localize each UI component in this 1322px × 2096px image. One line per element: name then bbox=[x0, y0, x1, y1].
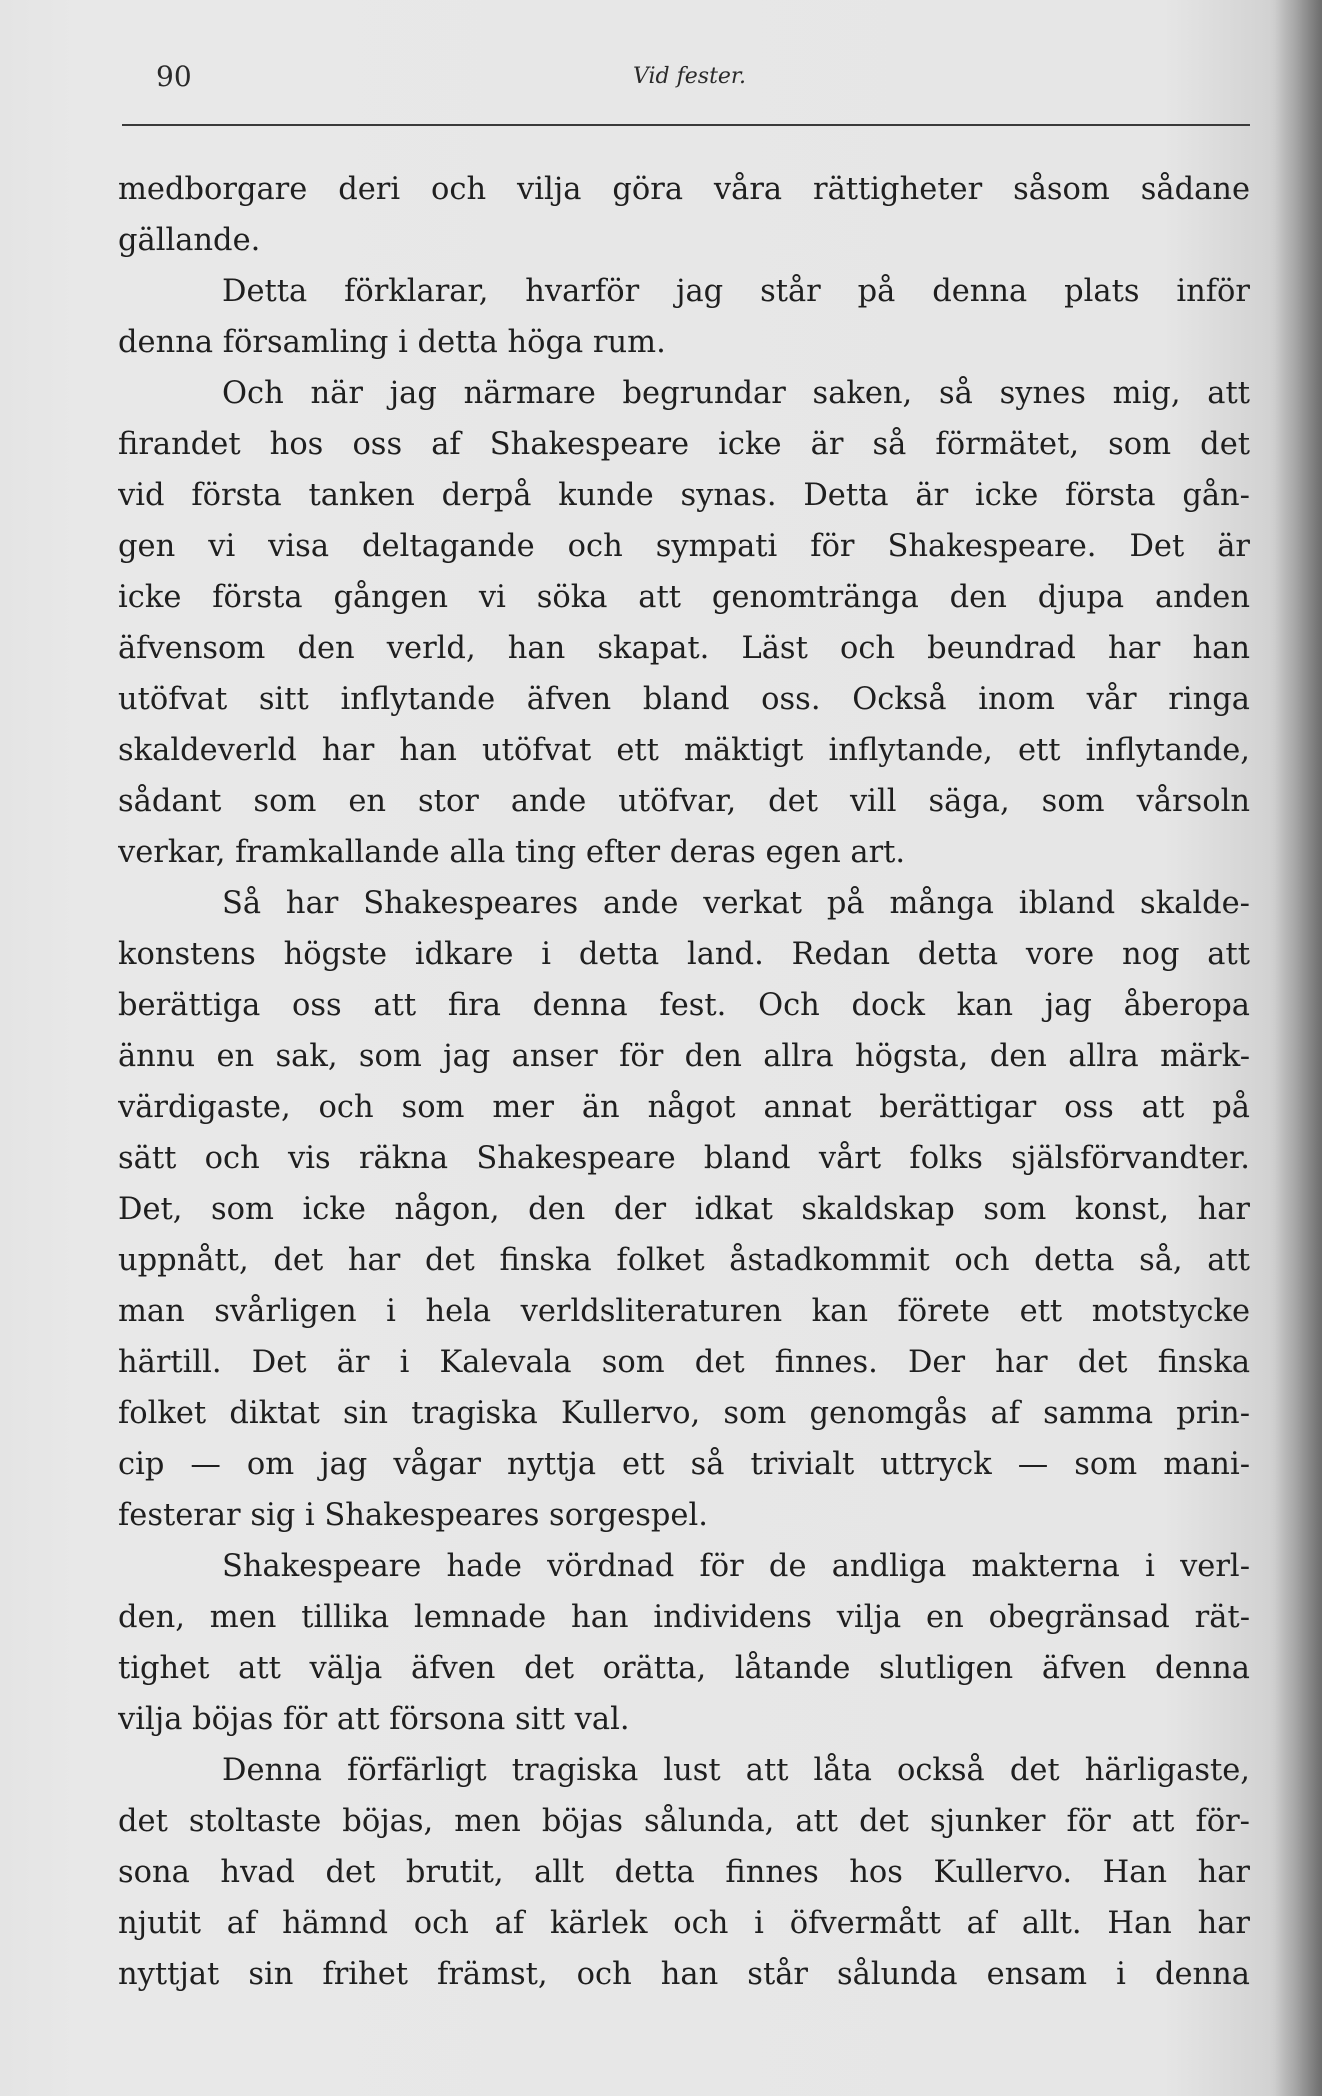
text-line: festerar sig i Shakespeares sorgespel. bbox=[118, 1498, 708, 1533]
text-line: Denna förfärligt tragiska lust att låta också det härligaste, bbox=[222, 1753, 1250, 1788]
text-line: sätt och vis räkna Shakespeare bland vårt folks själsförvandter. bbox=[118, 1141, 1250, 1176]
text-line: denna församling i detta höga rum. bbox=[118, 325, 666, 360]
text-line: den, men tillika lemnade han individens vilja en obegränsad rät- bbox=[118, 1600, 1250, 1635]
text-line: uppnått, det har det finska folket åstadkommit och detta så, att bbox=[118, 1243, 1250, 1278]
text-line: Och när jag närmare begrundar saken, så synes mig, att bbox=[222, 376, 1250, 411]
text-line: folket diktat sin tragiska Kullervo, som genomgås af samma prin- bbox=[118, 1396, 1250, 1431]
text-line: sådant som en stor ande utöfvar, det vill säga, som vårsoln bbox=[118, 784, 1250, 819]
running-title: Vid fester. bbox=[633, 64, 747, 89]
text-line: berättiga oss att fira denna fest. Och dock kan jag åberopa bbox=[118, 988, 1250, 1023]
text-line: cip — om jag vågar nyttja ett så trivialt uttryck — som mani- bbox=[118, 1447, 1250, 1482]
running-head bbox=[118, 58, 1250, 98]
text-line: Detta förklarar, hvarför jag står på denna plats inför bbox=[222, 274, 1250, 309]
text-line: Shakespeare hade vördnad för de andliga makterna i verl- bbox=[222, 1549, 1250, 1584]
text-line: Så har Shakespeares ande verkat på många ibland skalde- bbox=[222, 886, 1250, 921]
text-line: det stoltaste böjas, men böjas sålunda, att det sjunker för att för- bbox=[118, 1804, 1250, 1839]
text-line: skaldeverld har han utöfvat ett mäktigt inflytande, ett inflytande, bbox=[118, 733, 1250, 768]
text-line: verkar, framkallande alla ting efter deras egen art. bbox=[118, 835, 906, 870]
text-line: Det, som icke någon, den der idkat skaldskap som konst, har bbox=[118, 1192, 1250, 1227]
header-rule bbox=[122, 124, 1250, 126]
text-line: äfvensom den verld, han skapat. Läst och beundrad har han bbox=[118, 631, 1250, 666]
text-line: medborgare deri och vilja göra våra rättigheter såsom sådane bbox=[118, 172, 1250, 207]
page-number: 90 bbox=[156, 60, 192, 93]
text-line: ännu en sak, som jag anser för den allra högsta, den allra märk- bbox=[118, 1039, 1250, 1074]
body-text bbox=[118, 164, 1250, 2000]
text-line: vid första tanken derpå kunde synas. Detta är icke första gån- bbox=[118, 478, 1250, 513]
text-line: värdigaste, och som mer än något annat berättigar oss att på bbox=[118, 1090, 1250, 1125]
text-line: utöfvat sitt inflytande äfven bland oss. Också inom vår ringa bbox=[118, 682, 1250, 717]
text-line: gällande. bbox=[118, 223, 261, 258]
text-line: njutit af hämnd och af kärlek och i öfvermått af allt. Han har bbox=[118, 1906, 1250, 1941]
text-line: gen vi visa deltagande och sympati för Shakespeare. Det är bbox=[118, 529, 1250, 564]
text-line: firandet hos oss af Shakespeare icke är så förmätet, som det bbox=[118, 427, 1250, 462]
text-line: tighet att välja äfven det orätta, låtande slutligen äfven denna bbox=[118, 1651, 1250, 1686]
text-line: icke första gången vi söka att genomtränga den djupa anden bbox=[118, 580, 1250, 615]
text-line: konstens högste idkare i detta land. Redan detta vore nog att bbox=[118, 937, 1250, 972]
text-line: sona hvad det brutit, allt detta finnes hos Kullervo. Han har bbox=[118, 1855, 1250, 1890]
text-line: nyttjat sin frihet främst, och han står sålunda ensam i denna bbox=[118, 1957, 1250, 1992]
text-line: man svårligen i hela verldsliteraturen kan förete ett motstycke bbox=[118, 1294, 1250, 1329]
text-line: härtill. Det är i Kalevala som det finnes. Der har det finska bbox=[118, 1345, 1250, 1380]
page-edge-shadow bbox=[1274, 0, 1322, 2096]
text-line: vilja böjas för att försona sitt val. bbox=[118, 1702, 630, 1737]
